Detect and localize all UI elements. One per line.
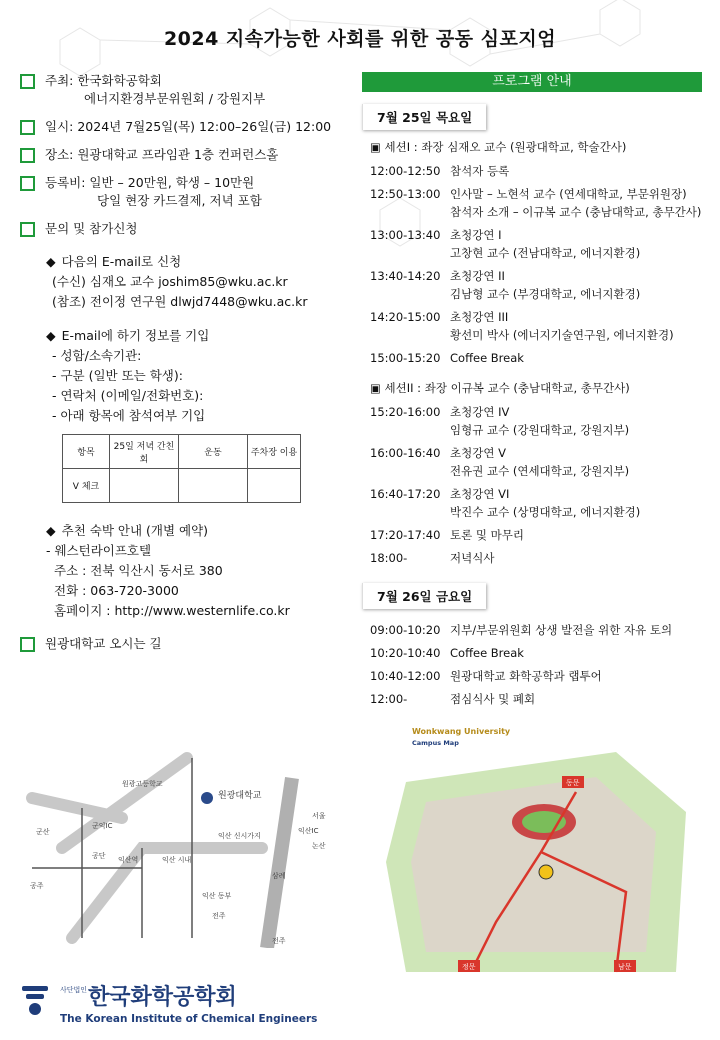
- day1-schedule-2: [362, 403, 702, 567]
- university-marker-icon: [201, 792, 213, 804]
- page-title: 2024 지속가능한 사회를 위한 공동 심포지엄: [163, 28, 557, 50]
- schedule-sub: 고창현 교수 (전남대학교, 에너지환경): [450, 246, 641, 260]
- form-item: - 연락처 (이메일/전화번호):: [52, 388, 204, 403]
- road-map: [22, 738, 352, 948]
- host-item: [20, 72, 360, 108]
- day2-tab: 7월 26일 금요일: [362, 583, 486, 609]
- schedule-row: [370, 549, 702, 567]
- gate-label: 정문: [462, 963, 476, 971]
- map-label: 전주: [212, 912, 226, 920]
- schedule-desc: 초청강연 I: [450, 228, 502, 242]
- info-column: [20, 72, 360, 663]
- schedule-row: [370, 349, 702, 367]
- schedule-desc: 토론 및 마무리: [450, 528, 524, 542]
- map-label: 공단: [92, 852, 106, 860]
- inquiry-title: 문의 및 참가신청: [45, 221, 138, 236]
- program-column: [362, 72, 702, 708]
- place-value: 원광대학교 프라임관 1층 컨퍼런스홀: [77, 147, 279, 162]
- schedule-row: [370, 421, 702, 439]
- schedule-row: [370, 503, 702, 521]
- schedule-desc: 원광대학교 화학공학과 랩투어: [450, 669, 602, 683]
- logo-korean-name: 한국화학공학회: [88, 985, 237, 1010]
- inquiry-item: [20, 220, 360, 238]
- diamond-bullet-icon: ◆: [46, 523, 56, 538]
- schedule-row: [370, 403, 702, 421]
- schedule-row: [370, 162, 702, 180]
- map-label: 익산IC: [298, 827, 319, 835]
- checkbox-icon: [20, 74, 35, 89]
- schedule-row: [370, 226, 702, 244]
- checkbox-icon: [20, 148, 35, 163]
- hotel-section: [46, 521, 360, 621]
- campus-map-subtitle: Campus Map: [412, 739, 459, 747]
- table-header: 항목: [63, 435, 110, 469]
- schedule-desc: 점심식사 및 폐회: [450, 692, 536, 706]
- table-cell[interactable]: [110, 469, 179, 503]
- directions-item: [20, 635, 360, 653]
- schedule-row: [370, 690, 702, 708]
- campus-map: [366, 722, 696, 982]
- checkbox-icon: [20, 637, 35, 652]
- schedule-row: [370, 526, 702, 544]
- map-label: 전주: [272, 937, 286, 945]
- email-section: [46, 252, 360, 312]
- hotel-title: 추천 숙박 안내 (개별 예약): [61, 523, 209, 538]
- diamond-bullet-icon: ◆: [46, 328, 56, 343]
- schedule-desc: 초청강연 II: [450, 269, 505, 283]
- form-item: - 구분 (일반 또는 학생):: [52, 368, 183, 383]
- schedule-time: 09:00-10:20: [370, 623, 441, 637]
- schedule-row: [370, 326, 702, 344]
- host-line2: 에너지환경부문위원회 / 강원지부: [84, 91, 266, 106]
- schedule-time: 12:00-12:50: [370, 164, 441, 178]
- schedule-time: 17:20-17:40: [370, 528, 441, 542]
- schedule-row: [370, 308, 702, 326]
- schedule-row: [370, 267, 702, 285]
- checkbox-icon: [20, 120, 35, 135]
- schedule-sub: 김남형 교수 (부경대학교, 에너지환경): [450, 287, 641, 301]
- logo-english-name: The Korean Institute of Chemical Engineers: [60, 1013, 318, 1025]
- schedule-sub: 참석자 소개 – 이규복 교수 (충남대학교, 총무간사): [450, 205, 702, 219]
- map-label: 논산: [312, 842, 326, 850]
- map-label: 익산 동부: [202, 892, 232, 900]
- schedule-desc: 인사말 – 노현석 교수 (연세대학교, 부문위원장): [450, 187, 687, 201]
- schedule-sub: 임형규 교수 (강원대학교, 강원지부): [450, 423, 630, 437]
- schedule-desc: 초청강연 VI: [450, 487, 510, 501]
- table-cell[interactable]: [248, 469, 301, 503]
- schedule-row: [370, 462, 702, 480]
- fee-line2: 당일 현장 카드결제, 저녁 포함: [97, 193, 262, 208]
- schedule-desc: Coffee Break: [450, 351, 524, 365]
- map-label: 익산 시내: [162, 856, 192, 864]
- host-label: 주최:: [45, 73, 74, 88]
- schedule-sub: 황선미 박사 (에너지기술연구원, 에너지환경): [450, 328, 674, 342]
- schedule-time: 18:00-: [370, 551, 408, 565]
- schedule-desc: 초청강연 V: [450, 446, 506, 460]
- society-emblem-icon: [22, 986, 48, 1015]
- day1-schedule: [362, 162, 702, 367]
- date-value: 2024년 7월25일(목) 12:00–26일(금) 12:00: [77, 119, 332, 134]
- campus-map-title: Wonkwang University: [412, 727, 511, 736]
- schedule-sub: 전유권 교수 (연세대학교, 강원지부): [450, 464, 630, 478]
- schedule-row: [370, 244, 702, 262]
- fee-line1: 일반 – 20만원, 학생 – 10만원: [89, 175, 255, 190]
- gate-label: 남문: [618, 963, 632, 971]
- table-cell[interactable]: [179, 469, 248, 503]
- schedule-time: 15:20-16:00: [370, 405, 441, 419]
- schedule-row: [370, 485, 702, 503]
- schedule-time: 10:20-10:40: [370, 646, 441, 660]
- fee-item: [20, 174, 360, 210]
- schedule-row: [370, 185, 702, 203]
- session1-title: ▣ 세션I : 좌장 심재오 교수 (원광대학교, 학술간사): [370, 140, 627, 154]
- day2-schedule: [362, 621, 702, 708]
- table-header: 주차장 이용: [248, 435, 301, 469]
- schedule-row: [370, 285, 702, 303]
- schedule-time: 15:00-15:20: [370, 351, 441, 365]
- schedule-time: 16:00-16:40: [370, 446, 441, 460]
- schedule-desc: 지부/부문위원회 상생 발전을 위한 자유 토의: [450, 623, 673, 637]
- diamond-bullet-icon: ◆: [46, 254, 56, 269]
- schedule-time: 10:40-12:00: [370, 669, 441, 683]
- email-cc[interactable]: (참조) 전이정 연구원 dlwjd7448@wku.ac.kr: [52, 294, 308, 309]
- map-label: 서울: [312, 812, 326, 820]
- schedule-desc: 초청강연 IV: [450, 405, 510, 419]
- map-label: 원광고등학교: [122, 780, 163, 788]
- map-label: 삼례: [272, 872, 286, 880]
- place-item: [20, 146, 360, 164]
- program-header: 프로그램 안내: [362, 72, 702, 92]
- hotel-name: - 웨스턴라이프호텔: [46, 543, 152, 558]
- map-label: 군산: [36, 828, 50, 836]
- schedule-sub: 박진수 교수 (상명대학교, 에너지환경): [450, 505, 641, 519]
- checkbox-icon: [20, 222, 35, 237]
- table-header: 운동: [179, 435, 248, 469]
- map-label-university: 원광대학교: [218, 791, 262, 801]
- checkbox-icon: [20, 176, 35, 191]
- attendance-table: [62, 434, 301, 503]
- day1-tab: 7월 25일 목요일: [362, 104, 486, 130]
- schedule-time: 14:20-15:00: [370, 310, 441, 324]
- directions-title: 원광대학교 오시는 길: [45, 636, 162, 651]
- hotel-phone: 전화 : 063-720-3000: [54, 583, 179, 598]
- schedule-row: [370, 621, 702, 639]
- gate-label: 동문: [566, 779, 580, 787]
- form-title: E-mail에 하기 정보를 기입: [61, 328, 210, 343]
- hotel-address: 주소 : 전북 익산시 동서로 380: [54, 563, 223, 578]
- form-section: [46, 326, 360, 426]
- kiche-logo: [20, 978, 340, 1028]
- logo-small-text: 사단법인: [60, 986, 88, 994]
- fee-label: 등록비:: [45, 175, 86, 190]
- schedule-desc: 저녁식사: [450, 551, 495, 565]
- schedule-row: [370, 203, 702, 221]
- venue-marker-icon: [539, 865, 553, 879]
- map-label: 익산역: [118, 856, 139, 864]
- schedule-time: 13:40-14:20: [370, 269, 441, 283]
- form-item: - 아래 항목에 참석여부 기입: [52, 408, 206, 423]
- map-label: 공주: [30, 882, 44, 890]
- schedule-desc: Coffee Break: [450, 646, 524, 660]
- schedule-desc: 참석자 등록: [450, 164, 510, 178]
- table-header: 25일 저녁 간친회: [110, 435, 179, 469]
- date-label: 일시:: [45, 119, 74, 134]
- map-label: 익산 신시가지: [218, 832, 261, 840]
- map-label: 군익IC: [92, 822, 113, 830]
- schedule-row: [370, 644, 702, 662]
- form-item: - 성함/소속기관:: [52, 348, 142, 363]
- date-item: [20, 118, 360, 136]
- email-title: 다음의 E-mail로 신청: [61, 254, 182, 269]
- place-label: 장소:: [45, 147, 74, 162]
- schedule-time: 12:50-13:00: [370, 187, 441, 201]
- host-line1: 한국화학공학회: [77, 73, 162, 88]
- schedule-time: 16:40-17:20: [370, 487, 441, 501]
- hotel-website[interactable]: 홈페이지 : http://www.westernlife.co.kr: [54, 603, 290, 618]
- schedule-time: 12:00-: [370, 692, 408, 706]
- schedule-desc: 초청강연 III: [450, 310, 509, 324]
- table-row-label: V 체크: [63, 469, 110, 503]
- schedule-time: 13:00-13:40: [370, 228, 441, 242]
- schedule-row: [370, 444, 702, 462]
- session2-title: ▣ 세션II : 좌장 이규복 교수 (충남대학교, 총무간사): [370, 381, 630, 395]
- schedule-row: [370, 667, 702, 685]
- email-to[interactable]: (수신) 심재오 교수 joshim85@wku.ac.kr: [52, 274, 288, 289]
